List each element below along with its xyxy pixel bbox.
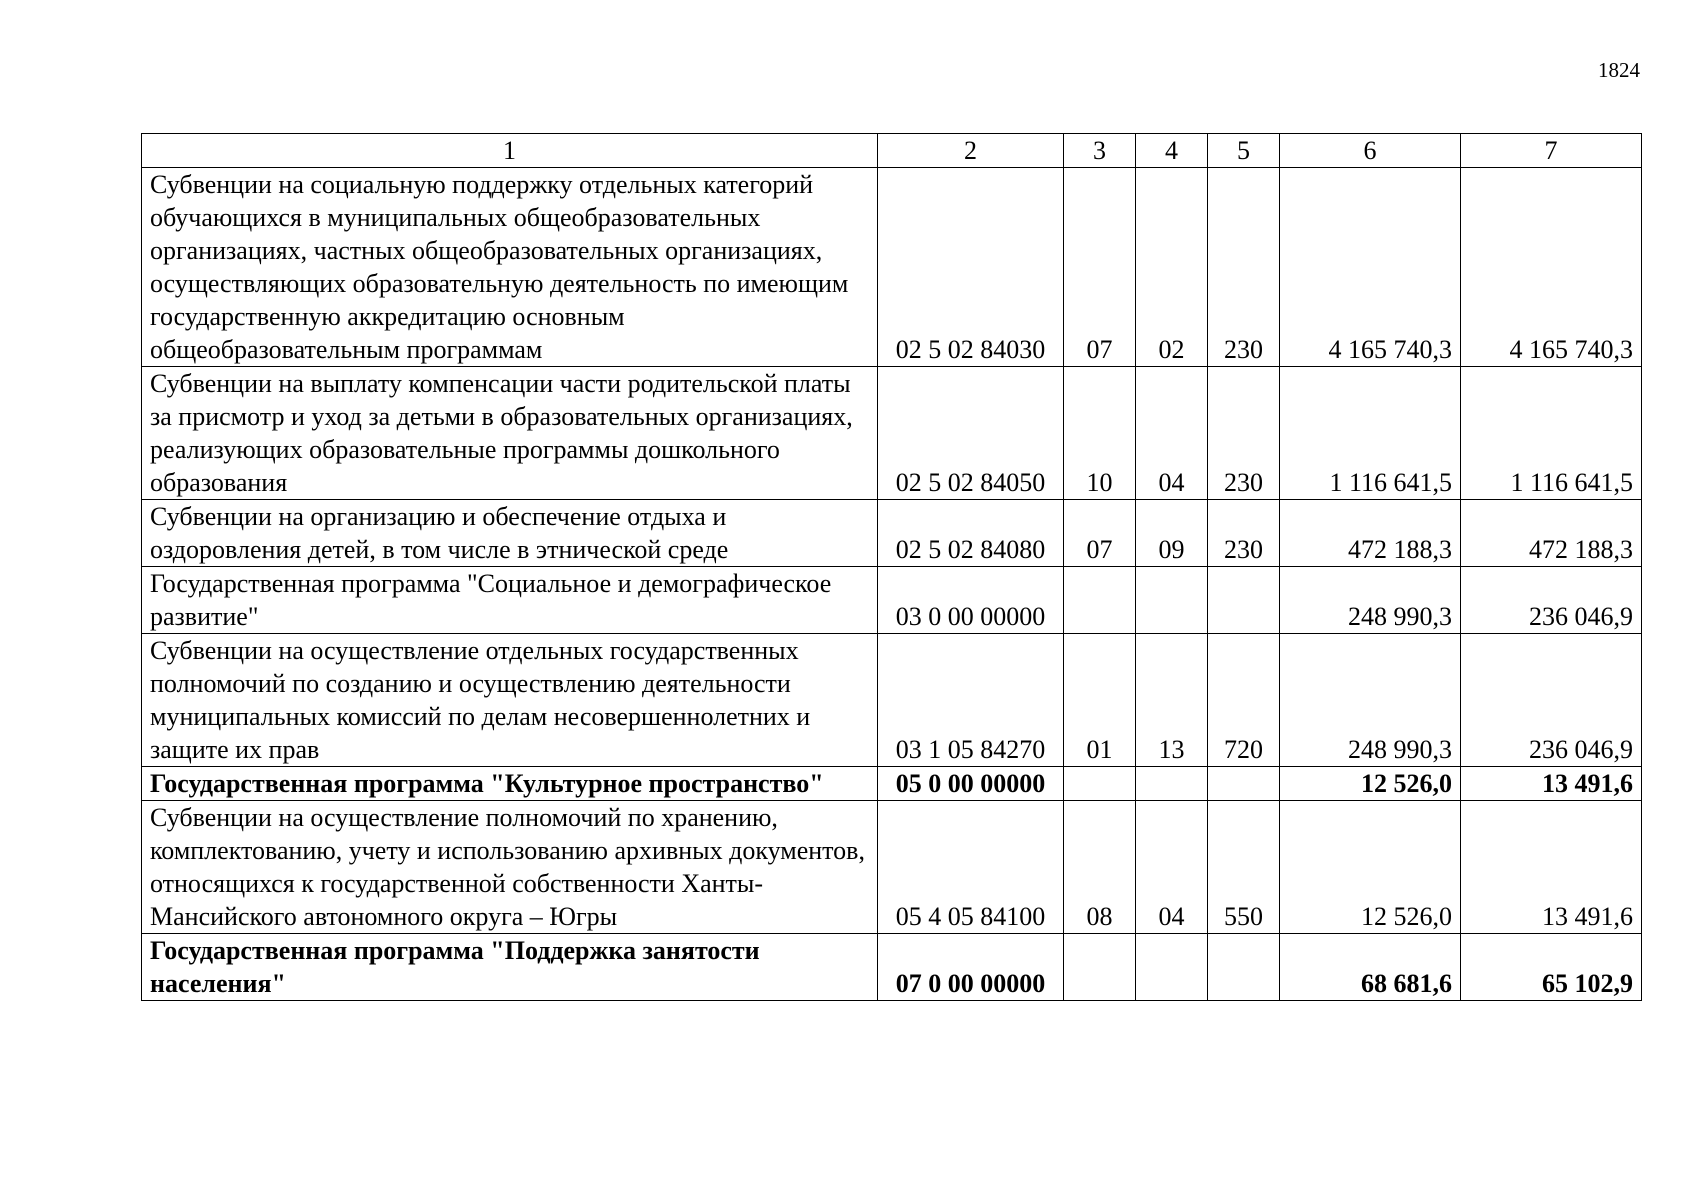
page-number: 1824: [1598, 58, 1640, 82]
row-section: [1064, 767, 1136, 801]
row-name: Субвенции на социальную поддержку отдельных категорий обучающихся в муниципальных общеобразовательных организациях, частных общеобразовательных организациях, осуществляющих образовательную деятельность по имеющим государственную аккредитацию основным общеобразовательным программам: [142, 168, 878, 367]
header-cell-4: 4: [1136, 134, 1208, 168]
header-cell-5: 5: [1208, 134, 1280, 168]
row-section: 07: [1064, 168, 1136, 367]
row-expense-type: [1208, 934, 1280, 1001]
row-sum-1: 1 116 641,5: [1280, 367, 1461, 500]
row-subsection: [1136, 767, 1208, 801]
row-name: Субвенции на организацию и обеспечение отдыха и оздоровления детей, в том числе в этнической среде: [142, 500, 878, 567]
row-sum-2: 236 046,9: [1461, 634, 1642, 767]
row-sum-1: 68 681,6: [1280, 934, 1461, 1001]
row-name: Субвенции на осуществление полномочий по хранению, комплектованию, учету и использованию архивных документов, относящихся к государственной собственности Ханты-Мансийского автономного округа – Югры: [142, 801, 878, 934]
row-expense-type: 230: [1208, 367, 1280, 500]
row-subsection: [1136, 934, 1208, 1001]
row-section: 08: [1064, 801, 1136, 934]
row-expense-type: 550: [1208, 801, 1280, 934]
row-subsection: [1136, 567, 1208, 634]
budget-table: [141, 133, 1642, 1001]
row-sum-1: 248 990,3: [1280, 567, 1461, 634]
row-code: 02 5 02 84050: [878, 367, 1064, 500]
row-sum-1: 12 526,0: [1280, 767, 1461, 801]
row-code: 02 5 02 84080: [878, 500, 1064, 567]
row-subsection: 09: [1136, 500, 1208, 567]
header-cell-2: 2: [878, 134, 1064, 168]
row-name: Субвенции на осуществление отдельных государственных полномочий по созданию и осуществлению деятельности муниципальных комиссий по делам несовершеннолетних и защите их прав: [142, 634, 878, 767]
header-cell-1: 1: [142, 134, 878, 168]
header-cell-3: 3: [1064, 134, 1136, 168]
row-code: 03 0 00 00000: [878, 567, 1064, 634]
header-cell-7: 7: [1461, 134, 1642, 168]
row-code: 05 0 00 00000: [878, 767, 1064, 801]
row-name: Государственная программа "Культурное пространство": [142, 767, 878, 801]
row-code: 03 1 05 84270: [878, 634, 1064, 767]
row-sum-2: 236 046,9: [1461, 567, 1642, 634]
row-expense-type: [1208, 767, 1280, 801]
row-name: Государственная программа "Социальное и демографическое развитие": [142, 567, 878, 634]
row-sum-2: 1 116 641,5: [1461, 367, 1642, 500]
row-code: 05 4 05 84100: [878, 801, 1064, 934]
table-row-program: [142, 934, 1642, 1001]
header-row: [142, 134, 1642, 168]
row-sum-2: 13 491,6: [1461, 767, 1642, 801]
row-expense-type: 230: [1208, 168, 1280, 367]
table-row: [142, 500, 1642, 567]
row-code: 02 5 02 84030: [878, 168, 1064, 367]
row-sum-1: 472 188,3: [1280, 500, 1461, 567]
row-sum-1: 248 990,3: [1280, 634, 1461, 767]
row-sum-1: 12 526,0: [1280, 801, 1461, 934]
row-section: [1064, 934, 1136, 1001]
header-cell-6: 6: [1280, 134, 1461, 168]
row-section: [1064, 567, 1136, 634]
row-sum-2: 13 491,6: [1461, 801, 1642, 934]
row-sum-2: 4 165 740,3: [1461, 168, 1642, 367]
table-row: [142, 168, 1642, 367]
row-subsection: 04: [1136, 367, 1208, 500]
table-row: [142, 567, 1642, 634]
table-row: [142, 634, 1642, 767]
table-row-program: [142, 767, 1642, 801]
row-section: 10: [1064, 367, 1136, 500]
row-sum-2: 65 102,9: [1461, 934, 1642, 1001]
row-expense-type: 720: [1208, 634, 1280, 767]
row-code: 07 0 00 00000: [878, 934, 1064, 1001]
row-expense-type: 230: [1208, 500, 1280, 567]
row-expense-type: [1208, 567, 1280, 634]
row-subsection: 02: [1136, 168, 1208, 367]
row-name: Государственная программа "Поддержка занятости населения": [142, 934, 878, 1001]
table-row: [142, 367, 1642, 500]
row-subsection: 04: [1136, 801, 1208, 934]
table-row: [142, 801, 1642, 934]
row-section: 01: [1064, 634, 1136, 767]
row-subsection: 13: [1136, 634, 1208, 767]
row-name: Субвенции на выплату компенсации части родительской платы за присмотр и уход за детьми в образовательных организациях, реализующих образовательные программы дошкольного образования: [142, 367, 878, 500]
row-sum-2: 472 188,3: [1461, 500, 1642, 567]
row-sum-1: 4 165 740,3: [1280, 168, 1461, 367]
row-section: 07: [1064, 500, 1136, 567]
